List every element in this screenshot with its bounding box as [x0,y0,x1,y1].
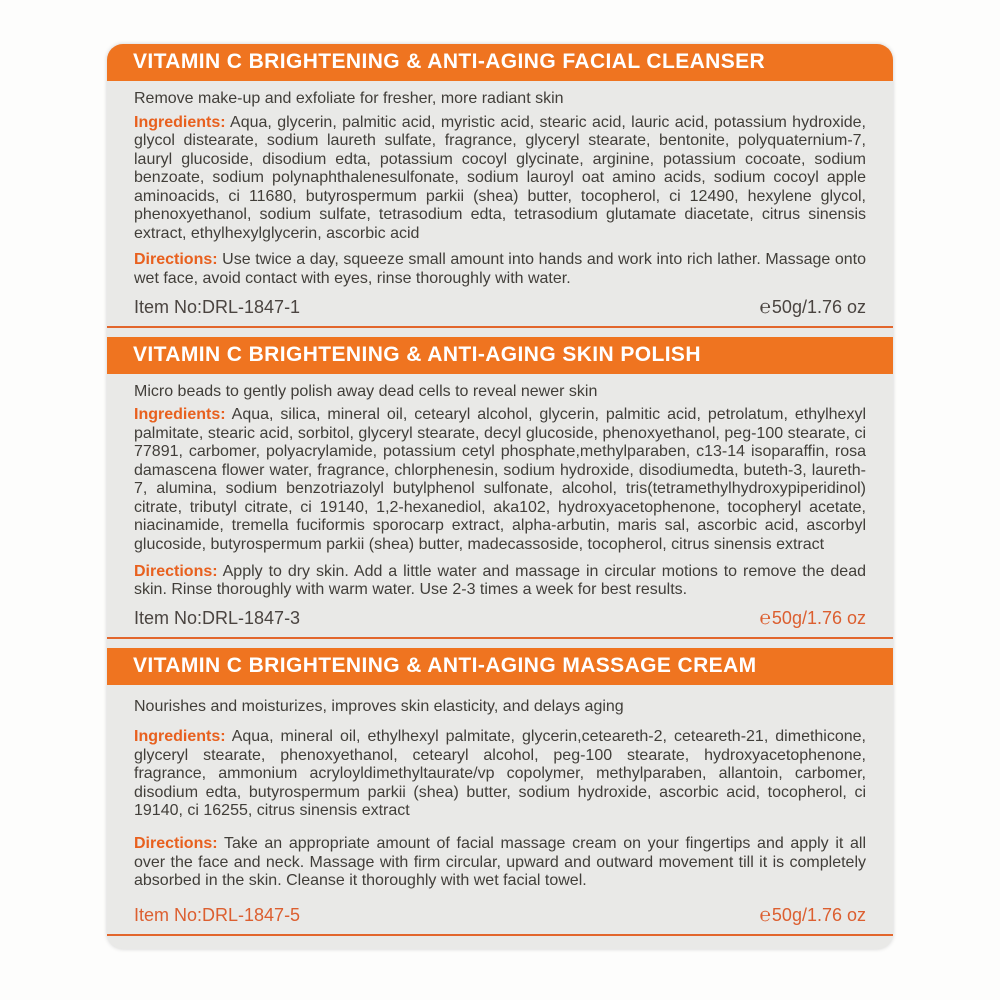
ingredients-text: Aqua, mineral oil, ethylhexyl palmitate, glycerin,ceteareth-2, ceteareth-21, dimethicone, glyceryl stearate, phenoxyethanol, cetearyl alcohol, peg-100 stearate, hydroxyacetophenone, fragrance, ammonium acryloyldimethyltaurate/vp copolymer, methylparaben, allantoin, carbomer, disodium edta, butyrospermum parkii (shea) butter, sodium hydroxide, ascorbic acid, tocopherol, ci 19140, ci 16255, citrus sinensis extract [134,728,867,820]
directions-paragraph [134,251,866,288]
directions-label: Directions: [134,562,218,580]
directions-label: Directions: [134,834,218,852]
ingredients-text: Aqua, silica, mineral oil, cetearyl alcohol, glycerin, palmitic acid, petrolatum, ethylhexyl palmitate, stearic acid, sorbitol, glyceryl stearate, decyl glucoside, phenoxyethanol, peg-100 stearate, ci 77891, carbomer, polyacrylamide, potassium cetyl phosphate,methylparaben, c13-14 isoparaffin, rosa damascena flower water, fragrance, chlorphenesin, sodium hydroxide, disodiumedta, buteth-3, laureth-7, alumina, sodium benzotriazolyl butylphenol sulfonate, alcohol, tris(tetramethylhydroxypiperidinol) citrate, tributyl citrate, ci 19140, 1,2-hexanediol, aka102, hydroxyacetophenone, tocopheryl acetate, niacinamide, tremella fuciformis sporocarp extract, alpha-arbutin, maris sal, ascorbic acid, ascorbyl glucoside, butyrospermum parkii (shea) butter, madecassoside, tocopherol, citrus sinensis extract [134,406,867,553]
item-row [134,905,866,927]
section-body [107,374,893,630]
directions-paragraph [134,563,866,600]
product-description: Micro beads to gently polish away dead cells to reveal newer skin [134,382,598,400]
ingredients-label: Ingredients: [134,728,226,746]
section-title: VITAMIN C BRIGHTENING & ANTI-AGING SKIN POLISH [133,342,701,366]
section-skin-polish [107,337,893,639]
ingredients-label: Ingredients: [134,406,226,424]
product-description: Remove make-up and exfoliate for fresher, more radiant skin [134,90,564,108]
net-weight-value: 50g/1.76 oz [771,296,866,317]
net-weight-value: 50g/1.76 oz [771,607,866,628]
section-divider-rule [107,934,893,936]
directions-paragraph [134,835,866,891]
estimated-sign-icon: ℮ [759,607,771,629]
item-row [134,608,866,630]
ingredients-paragraph [134,406,866,554]
item-row [134,297,866,319]
directions-text: Use twice a day, squeeze small amount into hands and work into rich lather. Massage onto wet face, avoid contact with eyes, rinse thoroughly with water. [134,251,867,287]
ingredients-label: Ingredients: [134,113,226,131]
item-number: Item No:DRL-1847-1 [134,296,301,317]
section-facial-cleanser [107,44,893,328]
ingredients-paragraph [134,728,866,821]
section-header-facial-cleanser [107,44,893,81]
product-description: Nourishes and moisturizes, improves skin elasticity, and delays aging [134,697,624,715]
directions-label: Directions: [134,251,218,269]
section-divider-rule [107,637,893,639]
section-header-skin-polish [107,337,893,374]
section-massage-cream [107,648,893,936]
section-body [107,81,893,319]
estimated-sign-icon: ℮ [759,296,771,318]
section-header-massage-cream [107,648,893,685]
estimated-sign-icon: ℮ [759,904,771,926]
item-number: Item No:DRL-1847-3 [134,607,301,628]
section-divider-rule [107,326,893,328]
net-weight [760,905,866,927]
net-weight-value: 50g/1.76 oz [771,904,866,925]
section-title: VITAMIN C BRIGHTENING & ANTI-AGING MASSAGE CREAM [133,653,757,677]
directions-text: Apply to dry skin. Add a little water and massage in circular motions to remove the dead skin. Rinse thoroughly with warm water. Use 2-3 times a week for best results. [134,562,867,599]
directions-text: Take an appropriate amount of facial massage cream on your fingertips and apply it all over the face and neck. Massage with firm circular, upward and outward movement till it is completely absorbed in the skin. Cleanse it thoroughly with wet facial towel. [134,834,866,890]
net-weight [760,297,866,319]
net-weight [760,608,866,630]
ingredients-paragraph [134,114,866,244]
item-number: Item No:DRL-1847-5 [134,904,301,925]
section-title: VITAMIN C BRIGHTENING & ANTI-AGING FACIAL CLEANSER [133,50,766,73]
section-body [107,685,893,927]
ingredients-text: Aqua, glycerin, palmitic acid, myristic acid, stearic acid, lauric acid, potassium hydroxide, glycol distearate, sodium laureth sulfate, fragrance, glyceryl stearate, bentonite, polyquaternium-7, lauryl glucoside, disodium edta, potassium cocoyl glycinate, arginine, potassium cocoate, sodium benzoate, sodium polynaphthalenesulfonate, sodium lauroyl oat amino acids, sodium cocoyl apple aminoacids, ci 11680, butyrospermum parkii (shea) butter, tocopherol, ci 12490, hexylene glycol, phenoxyethanol, sodium sulfate, tetrasodium edta, tetrasodium glutamate diacetate, citrus sinensis extract, ethylhexylglycerin, ascorbic acid [134,113,866,242]
product-back-label [107,44,893,949]
